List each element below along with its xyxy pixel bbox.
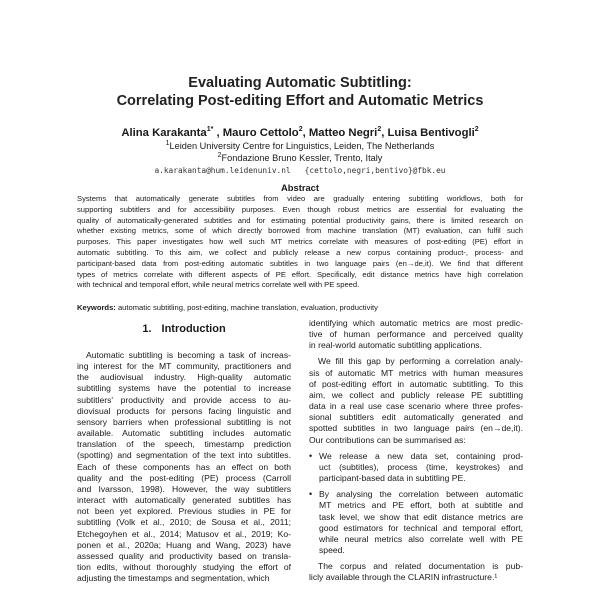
bullet-line: uct (subtitles), process (time, keystrokes) and — [319, 461, 523, 472]
body-line: diovisual products for persons facing linguistic and — [77, 405, 291, 416]
section-number: 1. — [142, 323, 152, 335]
abstract-line: purposes. This paper investigates how well such MT metrics correlate with measures of post-editing (PE) effort in — [77, 237, 523, 247]
author-affiliation-mark: 2 — [298, 126, 303, 134]
bullet-line: We release a new data set, containing prod- — [319, 450, 523, 461]
body-line: We fill this gap by performing a correlation analy- — [318, 356, 523, 367]
body-line: aim, we collect and publicly release PE subtitling — [309, 389, 523, 400]
body-line: sis of automatic MT metrics with human measures — [309, 367, 523, 378]
abstract-line: with technical and temporal effort, while neural metrics correlate well with PE speed. — [77, 280, 360, 290]
keywords-text: automatic subtitling, post-editing, machine translation, evaluation, productivity — [115, 303, 378, 312]
body-line: of post-editing effort in automatic subtitling. To this — [309, 378, 523, 389]
body-line: Each of these components has an effect on both — [77, 461, 291, 472]
bullet-line: speed. — [319, 544, 345, 555]
paper-title-line-2: Correlating Post-editing Effort and Automatic Metrics — [116, 93, 484, 109]
affiliation-2 — [0, 152, 600, 164]
bullet-line: MT metrics and PE effort, both at subtitle and — [319, 500, 523, 511]
author-separator: , — [213, 127, 223, 139]
bullet-marker: • — [309, 450, 313, 461]
abstract-line: Systems that automatically generate subtitles from video are gradually entering subtitling workflows, both for — [77, 194, 523, 203]
body-line: data in a real use case scenario where three profes- — [309, 401, 523, 412]
section-title: Introduction — [161, 323, 226, 335]
bullet-line: participant-based data in subtitling PE. — [319, 473, 466, 484]
author-name: Mauro Cettolo — [222, 127, 299, 139]
bullet-line: By analysing the correlation between automatic — [319, 489, 523, 500]
affiliation-text: Leiden University Centre for Linguistics, Leiden, The Netherlands — [169, 141, 435, 151]
body-line: interact with automatically generated subtitles has — [77, 495, 291, 506]
body-line: The corpus and related documentation is pub- — [318, 561, 523, 572]
body-line: licly available through the CLARIN infrastructure.¹ — [309, 572, 498, 583]
body-line: Our contributions can be summarised as: — [309, 434, 466, 445]
keywords-line — [77, 303, 523, 314]
body-line: sensory barriers when professional subtitling is not — [77, 416, 291, 427]
body-line: spotted subtitles in two language pairs (en→de,it). — [309, 423, 523, 434]
contribution-item — [309, 489, 523, 556]
body-line: Automatic subtitling is becoming a task of increas- — [86, 350, 291, 360]
body-line: ing interest for the MT community, practitioners and — [77, 361, 291, 372]
author-list — [0, 126, 600, 140]
contribution-list — [309, 451, 523, 556]
author-affiliation-mark: 1* — [206, 126, 214, 134]
body-line: the audiovisual industry. High-quality automatic — [77, 372, 291, 383]
abstract-line: quality of automatically-generated subtitles and for estimating potential productivity gains, there is limited research on — [77, 215, 523, 225]
section-heading — [77, 322, 291, 336]
author-affiliation-mark: 2 — [474, 126, 479, 134]
body-line: translation of the speech, timestamp prediction — [77, 439, 291, 450]
paragraph-corpus-availability — [309, 561, 523, 583]
body-line: adjusting the timestamps and segmentation, which — [77, 573, 270, 584]
author-name: Matteo Negri — [308, 127, 378, 139]
abstract-heading: Abstract — [280, 182, 320, 193]
body-line: tion edits, without thoroughly studying the effort of — [77, 561, 291, 572]
author-separator: , — [302, 127, 309, 139]
right-column — [309, 318, 523, 583]
affiliation-mark: 1 — [165, 139, 170, 147]
body-line: ponen et al., 2020a; Huang and Wang, 2023) have — [77, 539, 291, 550]
affiliation-1 — [0, 140, 600, 152]
bullet-line: task level, we show that edit distance metrics are — [319, 511, 523, 522]
body-line: assessed quality and productivity based on transla- — [77, 550, 291, 561]
body-line: available. Automatic subtitling includes automatic — [77, 428, 291, 439]
author-name: Luisa Bentivogli — [387, 127, 475, 139]
body-line: subtitling systems have the potential to increase — [77, 383, 291, 394]
abstract-line: participant-based data from post-editing automatic subtitles in two language pairs (en→de,it). We find that different — [77, 258, 523, 268]
abstract-line: whether existing metrics, some of which directly borrowed from machine translation (MT) evaluation, can fulfil such — [77, 226, 523, 236]
abstract-line: types of metrics correlate with different aspects of PE effort. Specifically, edit distance metrics have high correlation — [77, 269, 523, 279]
paper-title-line-1: Evaluating Automatic Subtitling: — [188, 75, 412, 91]
author-separator: , — [381, 127, 388, 139]
paragraph-continuation — [309, 318, 523, 351]
affiliation-mark: 2 — [217, 151, 222, 159]
abstract-body — [77, 194, 523, 291]
body-line: quality and the post-editing (PE) process (Carroll — [77, 472, 291, 483]
bullet-line: good estimators for technical and temporal effort, — [319, 522, 523, 533]
left-column — [77, 318, 291, 584]
affiliation-text: Fondazione Bruno Kessler, Trento, Italy — [221, 153, 383, 163]
author-name: Alina Karakanta — [121, 127, 207, 139]
intro-paragraph — [77, 350, 291, 584]
body-line: identifying which automatic metrics are most predic- — [309, 318, 523, 328]
bullet-marker: • — [309, 489, 313, 500]
author-affiliation-mark: 2 — [377, 126, 382, 134]
body-line: and Ivarsson, 1998). However, the way subtitlers — [77, 483, 291, 494]
abstract-line: automatic subtitling. To this aim, we collect and publicly release a new corpus containing product-, process- and — [77, 247, 523, 257]
body-line: subtitling (Volk et al., 2010; de Sousa et al., 2011; — [77, 517, 291, 528]
author-emails: a.karakanta@hum.leidenuniv.nl {cettolo,negri,bentivo}@fbk.eu — [154, 166, 446, 175]
body-line: Etchegoyhen et al., 2014; Matusov et al., 2019; Ko- — [77, 528, 291, 539]
body-line: subtitlers' productivity and provide access to au- — [77, 394, 291, 405]
body-line: (spotting) and segmentation of the text into subtitles. — [77, 450, 291, 461]
body-line: not been yet explored. Previous studies in PE for — [77, 506, 291, 517]
body-line: in real-world automatic subtitling applications. — [309, 340, 482, 351]
body-line: tive of human performance and perceived quality — [309, 329, 523, 340]
body-line: sional subtitlers edit automatically generated and — [309, 412, 523, 423]
bullet-line: while neural metrics also correlate well with PE — [319, 533, 523, 544]
contribution-item — [309, 451, 523, 484]
keywords-label: Keywords: — [77, 303, 116, 312]
paragraph-gap-statement — [309, 356, 523, 445]
abstract-line: supporting subtitlers and for accessibility purposes. Even though robust metrics are essential for evaluating the — [77, 204, 523, 214]
